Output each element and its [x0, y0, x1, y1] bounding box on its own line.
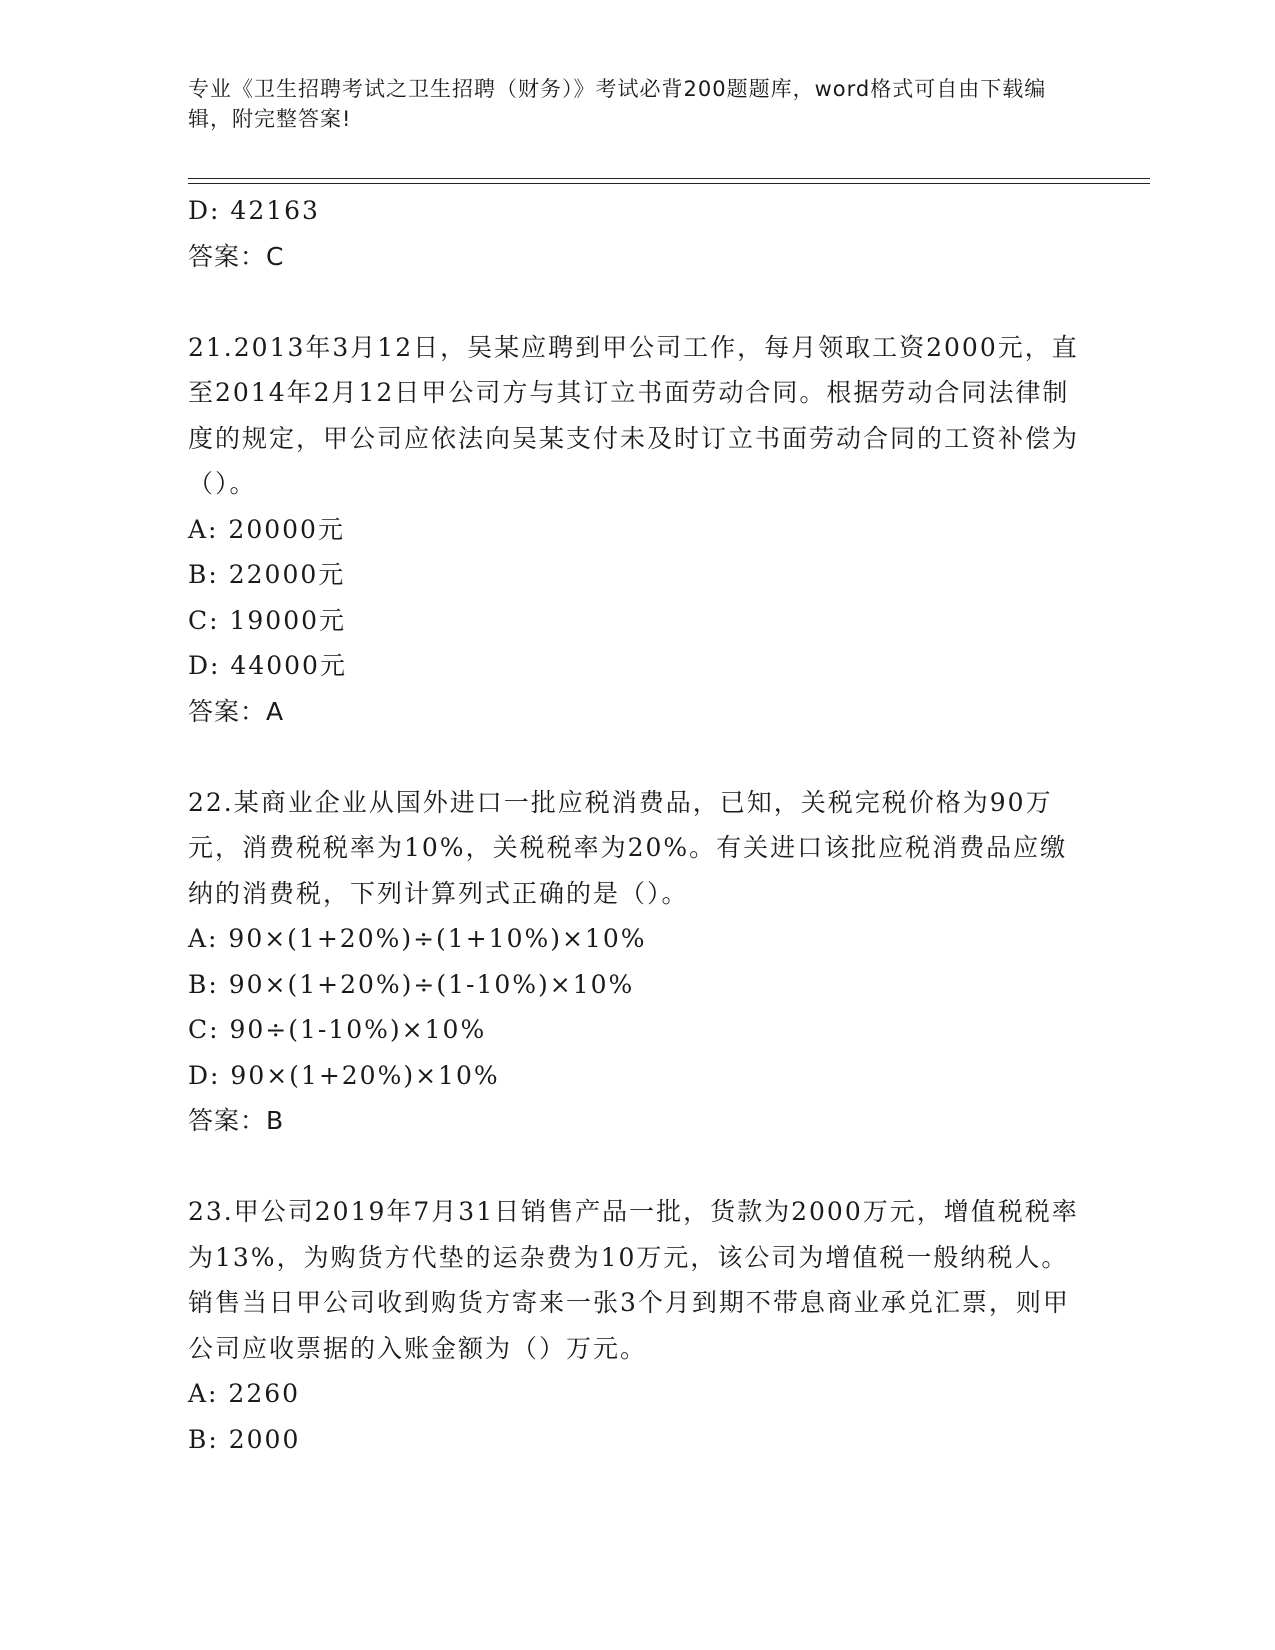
answer-line: 答案：C [188, 241, 285, 271]
question-21-text: 21.2013年3月12日，吴某应聘到甲公司工作，每月领取工资2000元，直至2014年2月12日甲公司方与其订立书面劳动合同。根据劳动合同法律制度的规定，甲公司应依法向吴某支付未及时订立书面劳动合同的工资补偿为（）。 [188, 332, 1080, 498]
spacer [188, 734, 1093, 780]
question-22-option-b: B: 90×(1+20%)÷(1-10%)×10% [188, 969, 635, 999]
question-23-text: 23.甲公司2019年7月31日销售产品一批，货款为2000万元，增值税税率为13%，为购货方代垫的运杂费为10万元，该公司为增值税一般纳税人。销售当日甲公司收到购货方寄来一张3个月到期不带息商业承兑汇票，则甲公司应收票据的入账金额为（）万元。 [188, 1197, 1079, 1363]
question-22-option-c: C: 90÷(1-10%)×10% [188, 1015, 487, 1044]
question-21-option-d: D: 44000元 [188, 651, 347, 680]
question-22-option-d: D: 90×(1+20%)×10% [188, 1060, 500, 1090]
question-21-option-c: C: 19000元 [188, 605, 347, 635]
spacer [188, 279, 1093, 325]
question-22-option-a: A: 90×(1+20%)÷(1+10%)×10% [188, 924, 647, 953]
header-rule-bottom [188, 183, 1150, 184]
question-22-text: 22.某商业企业从国外进口一批应税消费品，已知，关税完税价格为90万元，消费税税率为10%，关税税率为20%。有关进口该批应税消费品应缴纳的消费税，下列计算列式正确的是（）。 [188, 787, 1068, 908]
option-d: D: 42163 [188, 196, 320, 225]
document-header: 专业《卫生招聘考试之卫生招聘（财务）》考试必背200题题库，word格式可自由下载编辑，附完整答案! [188, 77, 1047, 131]
question-21-option-a: A: 20000元 [188, 514, 345, 544]
question-21-answer: 答案：A [188, 696, 285, 726]
header-rule-top [188, 178, 1150, 179]
question-23-option-a: A: 2260 [188, 1379, 301, 1408]
question-22-answer: 答案：B [188, 1106, 285, 1135]
question-21-option-b: B: 22000元 [188, 560, 346, 589]
spacer [188, 1144, 1093, 1190]
document-body [188, 188, 1093, 1462]
question-23-option-b: B: 2000 [188, 1424, 301, 1454]
